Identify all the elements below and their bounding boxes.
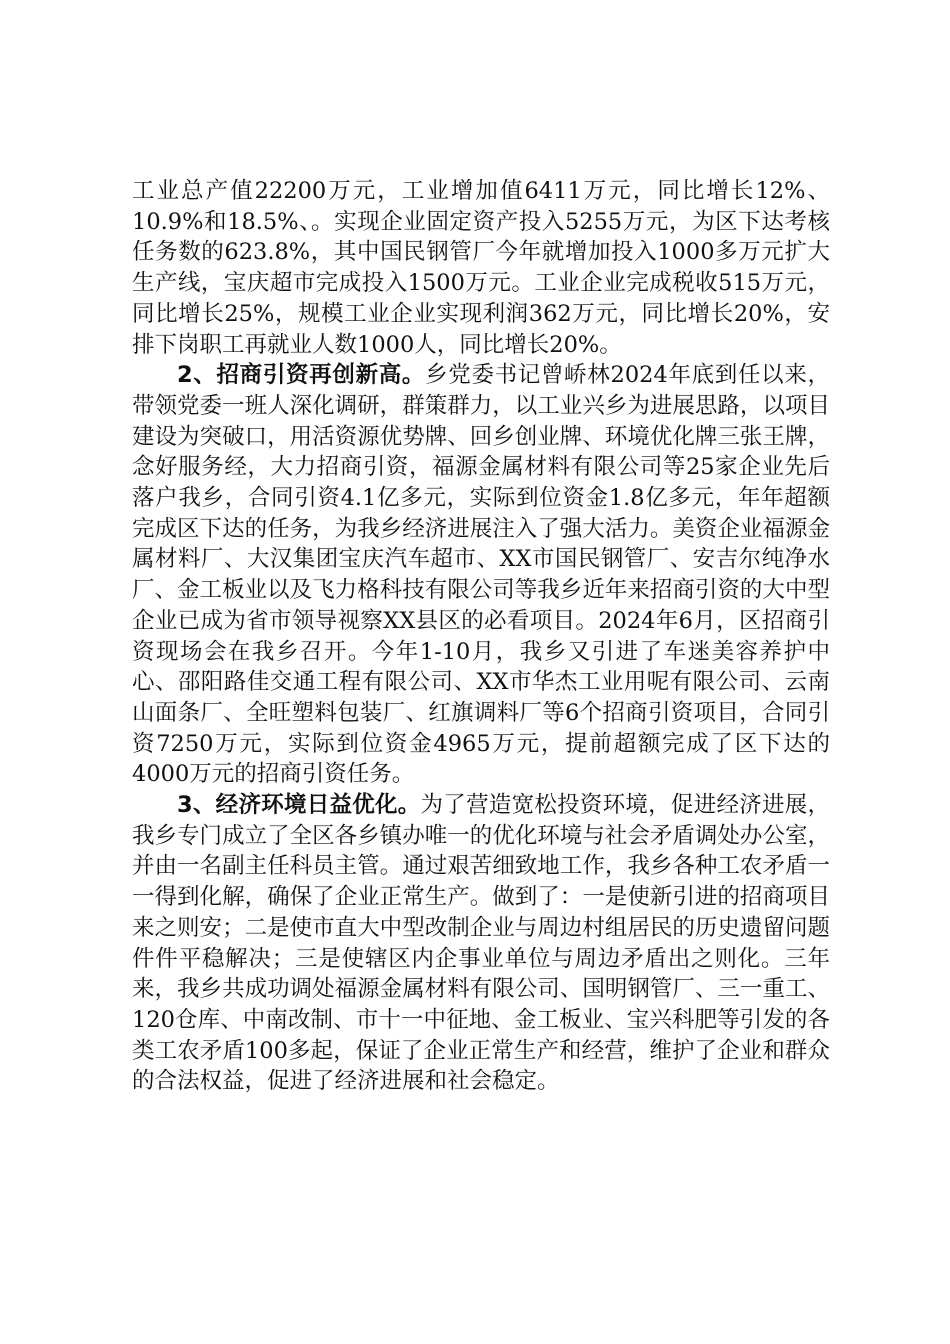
section-heading-investment: 2、招商引资再创新高。 xyxy=(177,362,426,389)
paragraph-text: 工业总产值22200万元，工业增加值6411万元，同比增长12%、10.9%和18.5%、。实现企业固定资产投入5255万元，为区下达考核任务数的623.8%，其中国民钢管厂今年就增加投入1000多万元扩大生产线，宝庆超市完成投入1500万元。工业企业完成税收515万元，同比增长25%，规模工业企业实现利润362万元，同比增长20%，安排下岗职工再就业人数1000人，同比增长20%。 xyxy=(132,178,830,358)
document-page xyxy=(132,176,830,1097)
section-heading-environment: 3、经济环境日益优化。 xyxy=(177,792,421,819)
paragraph-environment xyxy=(132,790,830,1097)
paragraph-industry-output xyxy=(132,176,830,360)
paragraph-investment xyxy=(132,360,830,790)
paragraph-text: 乡党委书记曾峤林2024年底到任以来，带领党委一班人深化调研，群策群力，以工业兴乡为进展思路，以项目建设为突破口，用活资源优势牌、回乡创业牌、环境优化牌三张王牌，念好服务经，大力招商引资，福源金属材料有限公司等25家企业先后落户我乡，合同引资4.1亿多元，实际到位资金1.8亿多元，年年超额完成区下达的任务，为我乡经济进展注入了强大活力。美资企业福源金属材料厂、大汉集团宝庆汽车超市、XX市国民钢管厂、安吉尔纯净水厂、金工板业以及飞力格科技有限公司等我乡近年来招商引资的大中型企业已成为省市领导视察XX县区的必看项目。2024年6月，区招商引资现场会在我乡召开。今年1-10月，我乡又引进了车迷美容养护中心、邵阳路佳交通工程有限公司、XX市华杰工业用呢有限公司、云南山面条厂、全旺塑料包装厂、红旗调料厂等6个招商引资项目，合同引资7250万元，实际到位资金4965万元，提前超额完成了区下达的4000万元的招商引资任务。 xyxy=(132,362,830,788)
paragraph-text: 为了营造宽松投资环境，促进经济进展，我乡专门成立了全区各乡镇办唯一的优化环境与社会矛盾调处办公室，并由一名副主任科员主管。通过艰苦细致地工作，我乡各种工农矛盾一一得到化解，确保了企业正常生产。做到了：一是使新引进的招商项目来之则安；二是使市直大中型改制企业与周边村组居民的历史遗留问题件件平稳解决；三是使辖区内企事业单位与周边矛盾出之则化。三年来，我乡共成功调处福源金属材料有限公司、国明钢管厂、三一重工、120仓库、中南改制、市十一中征地、金工板业、宝兴科肥等引发的各类工农矛盾100多起，保证了企业正常生产和经营，维护了企业和群众的合法权益，促进了经济进展和社会稳定。 xyxy=(132,792,830,1095)
